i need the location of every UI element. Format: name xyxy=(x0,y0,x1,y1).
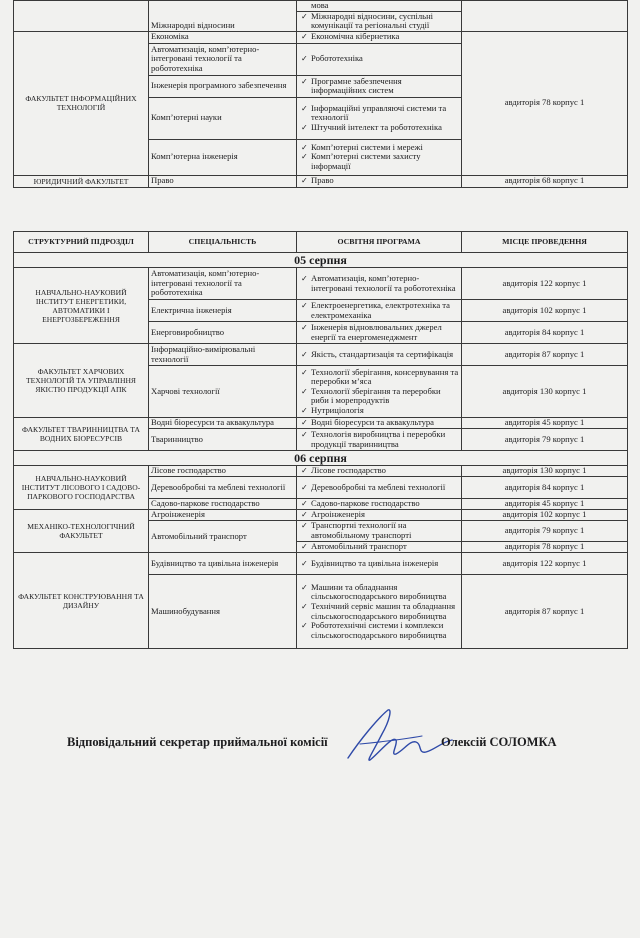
faculty-cell: НАВЧАЛЬНО-НАУКОВИЙ ІНСТИТУТ ЛІСОВОГО І САДОВО-ПАРКОВОГО ГОСПОДАРСТВА xyxy=(14,466,149,510)
location-cell: авдиторія 84 корпус 1 xyxy=(462,322,628,344)
program-cell: ✓ Водні біоресурси та аквакультура xyxy=(297,418,462,429)
location-cell: авдиторія 45 корпус 1 xyxy=(462,418,628,429)
specialty-cell: Лісове господарство xyxy=(149,466,297,477)
faculty-cell: ФАКУЛЬТЕТ ІНФОРМАЦІЙНИХ ТЕХНОЛОГІЙ xyxy=(14,31,149,175)
faculty-cell: ФАКУЛЬТЕТ ХАРЧОВИХ ТЕХНОЛОГІЙ ТА УПРАВЛІННЯ ЯКІСТЮ ПРОДУКЦІЇ АПК xyxy=(14,344,149,418)
program-cell: ✓ Економічна кібернетика xyxy=(297,31,462,43)
specialty-cell: Машинобудування xyxy=(149,575,297,649)
specialty-cell: Економіка xyxy=(149,31,297,43)
program-cell: ✓ Лісове господарство xyxy=(297,466,462,477)
location-cell: авдиторія 87 корпус 1 xyxy=(462,575,628,649)
column-header: СТРУКТУРНИЙ ПІДРОЗДІЛ xyxy=(14,232,149,253)
table-row xyxy=(14,175,628,187)
schedule-table-continued xyxy=(13,0,628,188)
location-cell: авдиторія 45 корпус 1 xyxy=(462,499,628,510)
column-header: СПЕЦІАЛЬНІСТЬ xyxy=(149,232,297,253)
program-cell: ✓ Автомобільний транспорт xyxy=(297,542,462,553)
program-cell: ✓ Технологія виробництва і переробки продукції тваринництва xyxy=(297,429,462,451)
table-row xyxy=(14,1,628,12)
specialty-cell: Автомобільний транспорт xyxy=(149,521,297,553)
table-row xyxy=(14,553,628,575)
program-cell: ✓ Деревообробні та меблеві технології xyxy=(297,477,462,499)
schedule-table xyxy=(13,231,628,649)
column-header: ОСВІТНЯ ПРОГРАМА xyxy=(297,232,462,253)
specialty-cell: Автоматизація, комп’ютерно-інтегровані технології та робототехніка xyxy=(149,268,297,300)
specialty-cell: Харчові технології xyxy=(149,366,297,418)
program-cell: ✓ Машини та обладнання сільськогосподарського виробництва ✓ Технічний сервіс машин та обладнання сільськогосподарського виробництва ✓ Робототехнічні системи і комплекси сільськогосподарського виробництва xyxy=(297,575,462,649)
location-cell: авдиторія 130 корпус 1 xyxy=(462,466,628,477)
program-cell: мова xyxy=(297,1,462,12)
table-row xyxy=(14,466,628,477)
program-cell: ✓ Садово-паркове господарство xyxy=(297,499,462,510)
program-cell: ✓ Комп’ютерні системи і мережі ✓ Комп’ютерні системи захисту інформації xyxy=(297,139,462,175)
table-row xyxy=(14,268,628,300)
location-cell: авдиторія 84 корпус 1 xyxy=(462,477,628,499)
signatory-title: Відповідальний секретар приймальної комісії xyxy=(67,735,328,749)
specialty-cell: Електрична інженерія xyxy=(149,300,297,322)
location-cell: авдиторія 78 корпус 1 xyxy=(462,542,628,553)
table-header-row xyxy=(14,232,628,253)
signatory-name: Олексій СОЛОМКА xyxy=(441,735,557,749)
date-heading: 05 серпня xyxy=(14,253,628,268)
table-row xyxy=(14,31,628,43)
location-cell: авдиторія 87 корпус 1 xyxy=(462,344,628,366)
specialty-cell: Міжнародні відносини xyxy=(149,1,297,32)
specialty-cell: Деревообробні та меблеві технології xyxy=(149,477,297,499)
program-cell: ✓ Робототехніка xyxy=(297,43,462,75)
specialty-cell: Садово-паркове господарство xyxy=(149,499,297,510)
location-cell: авдиторія 130 корпус 1 xyxy=(462,366,628,418)
program-cell: ✓ Автоматизація, комп’ютерно-інтегровані технології та робототехніка xyxy=(297,268,462,300)
program-cell: ✓ Право xyxy=(297,175,462,187)
specialty-cell: Тваринництво xyxy=(149,429,297,451)
column-header: МІСЦЕ ПРОВЕДЕННЯ xyxy=(462,232,628,253)
program-cell: ✓ Будівництво та цивільна інженерія xyxy=(297,553,462,575)
date-row xyxy=(14,451,628,466)
location-cell: авдиторія 102 корпус 1 xyxy=(462,510,628,521)
program-cell: ✓ Транспортні технології на автомобільному транспорті xyxy=(297,521,462,542)
program-cell: ✓ Електроенергетика, електротехніка та електромеханіка xyxy=(297,300,462,322)
date-heading: 06 серпня xyxy=(14,451,628,466)
program-cell: ✓ Програмне забезпечення інформаційних систем xyxy=(297,75,462,97)
program-cell: ✓ Технології зберігання, консервування та переробки м’яса ✓ Технології зберігання та переробки риби і морепродуктів ✓ Нутриціологія xyxy=(297,366,462,418)
location-cell: авдиторія 122 корпус 1 xyxy=(462,268,628,300)
faculty-cell: МЕХАНІКО-ТЕХНОЛОГІЧНИЙ ФАКУЛЬТЕТ xyxy=(14,510,149,553)
program-cell: ✓ Міжнародні відносини, суспільні комунікації та регіональні студії xyxy=(297,11,462,31)
specialty-cell: Агроінженерія xyxy=(149,510,297,521)
faculty-cell: НАВЧАЛЬНО-НАУКОВИЙ ІНСТИТУТ ЕНЕРГЕТИКИ, АВТОМАТИКИ І ЕНЕРГОЗБЕРЕЖЕННЯ xyxy=(14,268,149,344)
specialty-cell: Автоматизація, комп’ютерно-інтегровані технології та робототехніка xyxy=(149,43,297,75)
date-row xyxy=(14,253,628,268)
specialty-cell: Право xyxy=(149,175,297,187)
program-cell: ✓ Інженерія відновлювальних джерел енергії та енергоменеджмент xyxy=(297,322,462,344)
table-row xyxy=(14,418,628,429)
faculty-cell: ФАКУЛЬТЕТ ТВАРИННИЦТВА ТА ВОДНИХ БІОРЕСУРСІВ xyxy=(14,418,149,451)
program-cell: ✓ Агроінженерія xyxy=(297,510,462,521)
specialty-cell: Комп’ютерна інженерія xyxy=(149,139,297,175)
specialty-cell: Комп’ютерні науки xyxy=(149,97,297,139)
specialty-cell: Інженерія програмного забезпечення xyxy=(149,75,297,97)
location-cell: авдиторія 68 корпус 1 xyxy=(462,175,628,187)
faculty-cell: ЮРИДИЧНИЙ ФАКУЛЬТЕТ xyxy=(14,175,149,187)
location-cell: авдиторія 78 корпус 1 xyxy=(462,31,628,175)
location-cell: авдиторія 79 корпус 1 xyxy=(462,521,628,542)
location-cell: авдиторія 122 корпус 1 xyxy=(462,553,628,575)
program-cell: ✓ Інформаційні управляючі системи та технології ✓ Штучний інтелект та робототехніка xyxy=(297,97,462,139)
location-cell: авдиторія 102 корпус 1 xyxy=(462,300,628,322)
specialty-cell: Будівництво та цивільна інженерія xyxy=(149,553,297,575)
specialty-cell: Енерговиробництво xyxy=(149,322,297,344)
table-row xyxy=(14,510,628,521)
table-row xyxy=(14,344,628,366)
program-cell: ✓ Якість, стандартизація та сертифікація xyxy=(297,344,462,366)
specialty-cell: Водні біоресурси та аквакультура xyxy=(149,418,297,429)
location-cell: авдиторія 79 корпус 1 xyxy=(462,429,628,451)
specialty-cell: Інформаційно-вимірювальні технології xyxy=(149,344,297,366)
signature-line xyxy=(67,735,557,750)
faculty-cell: ФАКУЛЬТЕТ КОНСТРУЮВАННЯ ТА ДИЗАЙНУ xyxy=(14,553,149,649)
